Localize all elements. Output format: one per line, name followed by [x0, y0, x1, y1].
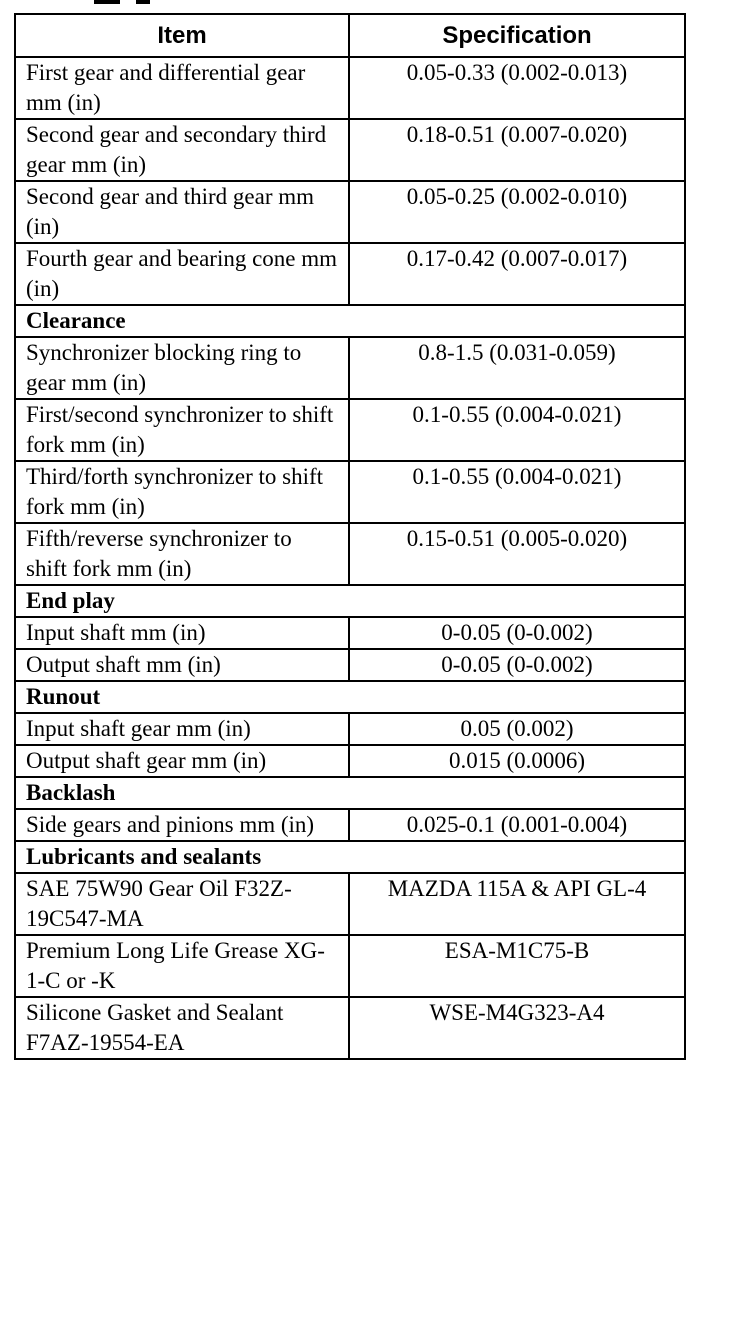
item-cell: First/second synchronizer to shift fork mm (in) — [15, 399, 349, 461]
item-cell: First gear and differential gear mm (in) — [15, 57, 349, 119]
table-row — [15, 461, 685, 523]
table-row — [15, 997, 685, 1059]
item-cell: Synchronizer blocking ring to gear mm (in) — [15, 337, 349, 399]
heading-fragment-mark — [94, 0, 120, 4]
table-row — [15, 935, 685, 997]
specification-cell: 0.025-0.1 (0.001-0.004) — [349, 809, 685, 841]
item-cell: Output shaft mm (in) — [15, 649, 349, 681]
specification-cell: 0.1-0.55 (0.004-0.021) — [349, 461, 685, 523]
section-row — [15, 585, 685, 617]
item-cell: SAE 75W90 Gear Oil F32Z-19C547-MA — [15, 873, 349, 935]
section-heading: Backlash — [15, 777, 685, 809]
section-row — [15, 777, 685, 809]
table-row — [15, 57, 685, 119]
table-body — [15, 57, 685, 1059]
heading-fragment-mark — [136, 0, 150, 4]
specification-cell: MAZDA 115A & API GL-4 — [349, 873, 685, 935]
item-cell: Second gear and secondary third gear mm (in) — [15, 119, 349, 181]
item-cell: Third/forth synchronizer to shift fork mm (in) — [15, 461, 349, 523]
table-header-row — [15, 14, 685, 57]
column-header-specification: Specification — [349, 14, 685, 57]
specification-cell: 0.8-1.5 (0.031-0.059) — [349, 337, 685, 399]
specification-cell: WSE-M4G323-A4 — [349, 997, 685, 1059]
item-cell: Fourth gear and bearing cone mm (in) — [15, 243, 349, 305]
specification-table — [14, 13, 686, 1060]
specification-cell: 0.05 (0.002) — [349, 713, 685, 745]
section-heading: Clearance — [15, 305, 685, 337]
section-heading: Runout — [15, 681, 685, 713]
table-row — [15, 399, 685, 461]
item-cell: Second gear and third gear mm (in) — [15, 181, 349, 243]
section-row — [15, 841, 685, 873]
item-cell: Premium Long Life Grease XG-1-C or -K — [15, 935, 349, 997]
item-cell: Fifth/reverse synchronizer to shift fork mm (in) — [15, 523, 349, 585]
specification-cell: ESA-M1C75-B — [349, 935, 685, 997]
section-heading: Lubricants and sealants — [15, 841, 685, 873]
table-row — [15, 649, 685, 681]
table-row — [15, 617, 685, 649]
cropped-heading-fragment — [0, 0, 736, 12]
specification-cell: 0.05-0.33 (0.002-0.013) — [349, 57, 685, 119]
table-row — [15, 713, 685, 745]
item-cell: Side gears and pinions mm (in) — [15, 809, 349, 841]
section-row — [15, 305, 685, 337]
item-cell: Output shaft gear mm (in) — [15, 745, 349, 777]
column-header-item: Item — [15, 14, 349, 57]
specification-cell: 0.015 (0.0006) — [349, 745, 685, 777]
item-cell: Input shaft gear mm (in) — [15, 713, 349, 745]
section-row — [15, 681, 685, 713]
item-cell: Silicone Gasket and Sealant F7AZ-19554-EA — [15, 997, 349, 1059]
table-row — [15, 337, 685, 399]
table-row — [15, 523, 685, 585]
table-row — [15, 181, 685, 243]
specification-cell: 0-0.05 (0-0.002) — [349, 649, 685, 681]
table-row — [15, 119, 685, 181]
table-row — [15, 745, 685, 777]
table-row — [15, 873, 685, 935]
table-row — [15, 243, 685, 305]
specification-cell: 0.1-0.55 (0.004-0.021) — [349, 399, 685, 461]
specification-cell: 0.15-0.51 (0.005-0.020) — [349, 523, 685, 585]
specification-cell: 0.17-0.42 (0.007-0.017) — [349, 243, 685, 305]
specification-cell: 0.05-0.25 (0.002-0.010) — [349, 181, 685, 243]
specification-cell: 0.18-0.51 (0.007-0.020) — [349, 119, 685, 181]
item-cell: Input shaft mm (in) — [15, 617, 349, 649]
specification-cell: 0-0.05 (0-0.002) — [349, 617, 685, 649]
section-heading: End play — [15, 585, 685, 617]
table-row — [15, 809, 685, 841]
